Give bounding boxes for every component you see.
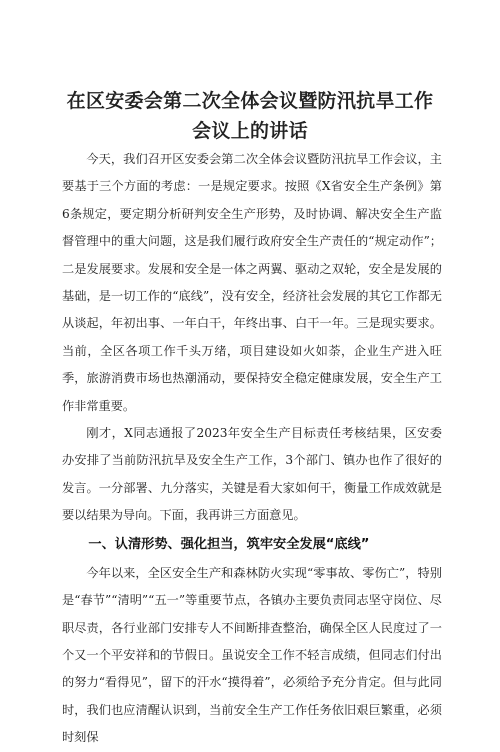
section-heading: 一、认清形势、强化担当，筑牢安全发展“底线”	[88, 536, 370, 552]
body-paragraph: 今天，我们召开区安委会第二次全体会议暨防汛抗旱工作会议，主要基于三个方面的考虑：一是规定要求。按照《X省安全生产条例》第6条规定，要定期分析研判安全生产形势，及时协调、解决安全生产监督管理中的重大问题，这是我们履行政府安全生产责任的“规定动作”；二是发展要求。发展和安全是一体之两翼、驱动之双轮，安全是发展的基础，是一切工作的“底线”，没有安全，经济社会发展的其它工作都无从谈起，年初出事、一年白干，年终出事、白干一年。三是现实要求。当前，全区各项工作千头万绪，项目建设如火如荼，企业生产进入旺季，旅游消费市场也热潮涌动，要保持安全稳定健康发展，安全生产工作非常重要。	[62, 152, 442, 413]
document-body	[62, 146, 442, 752]
body-paragraph: 今年以来，全区安全生产和森林防火实现“零事故、零伤亡”，特别是“春节”“清明”“五一”等重要节点，各镇办主要负责同志坚守岗位、尽职尽责，各行业部门安排专人不间断排查整治，确保全区人民度过了一个又一个平安祥和的节假日。虽说安全工作不轻言成绩，但同志们付出的努力“看得见”，留下的汗水“摸得着”，必须给予充分肯定。但与此同时，我们也应清醒认识到，当前安全生产工作任务依旧艰巨繁重，必须时刻保	[62, 565, 442, 745]
body-paragraph: 刚才，X同志通报了2023年安全生产目标责任考核结果，区安委办安排了当前防汛抗旱及安全生产工作，3个部门、镇办也作了很好的发言。一分部署、九分落实，关键是看大家如何干，衡量工作成效就是要以结果为导向。下面，我再讲三方面意见。	[62, 426, 442, 523]
document-title: 在区安委会第二次全体会议暨防汛抗旱工作会议上的讲话	[66, 90, 434, 142]
